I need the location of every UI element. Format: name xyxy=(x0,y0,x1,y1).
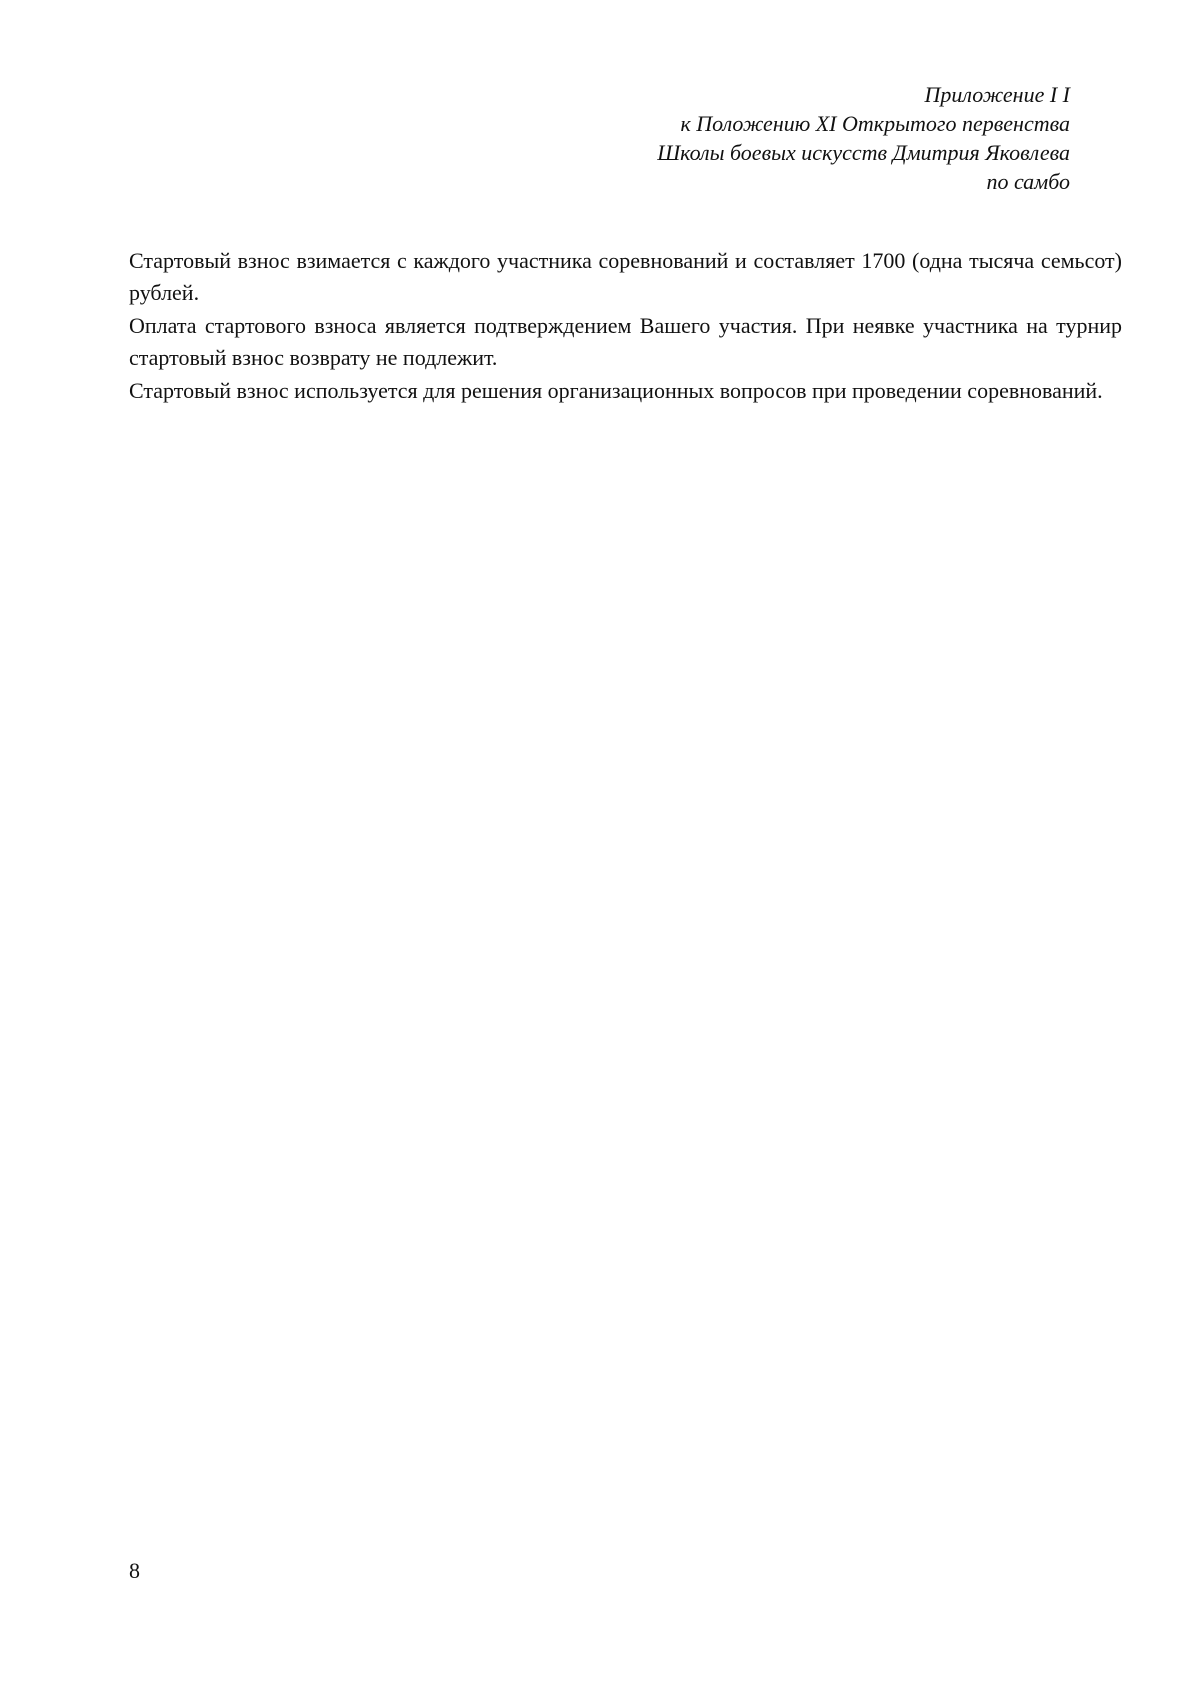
paragraph-fee-payment: Оплата стартового взноса является подтверждением Вашего участия. При неявке участника на турнир стартовый взнос возврату не подлежит. xyxy=(129,313,1122,370)
appendix-header xyxy=(370,80,1070,196)
document-body xyxy=(129,245,1122,408)
paragraph-fee-amount: Стартовый взнос взимается с каждого участника соревнований и составляет 1700 (одна тысяча семьсот) рублей. xyxy=(129,248,1122,305)
paragraph-fee-usage: Стартовый взнос используется для решения организационных вопросов при проведении соревнований. xyxy=(129,378,1103,403)
appendix-reference: к Положению XI Открытого первенства xyxy=(680,111,1070,136)
appendix-sport: по самбо xyxy=(986,169,1070,194)
appendix-organization: Школы боевых искусств Дмитрия Яковлева xyxy=(657,140,1070,165)
page-number: 8 xyxy=(129,1558,140,1583)
appendix-title: Приложение I I xyxy=(924,82,1070,107)
